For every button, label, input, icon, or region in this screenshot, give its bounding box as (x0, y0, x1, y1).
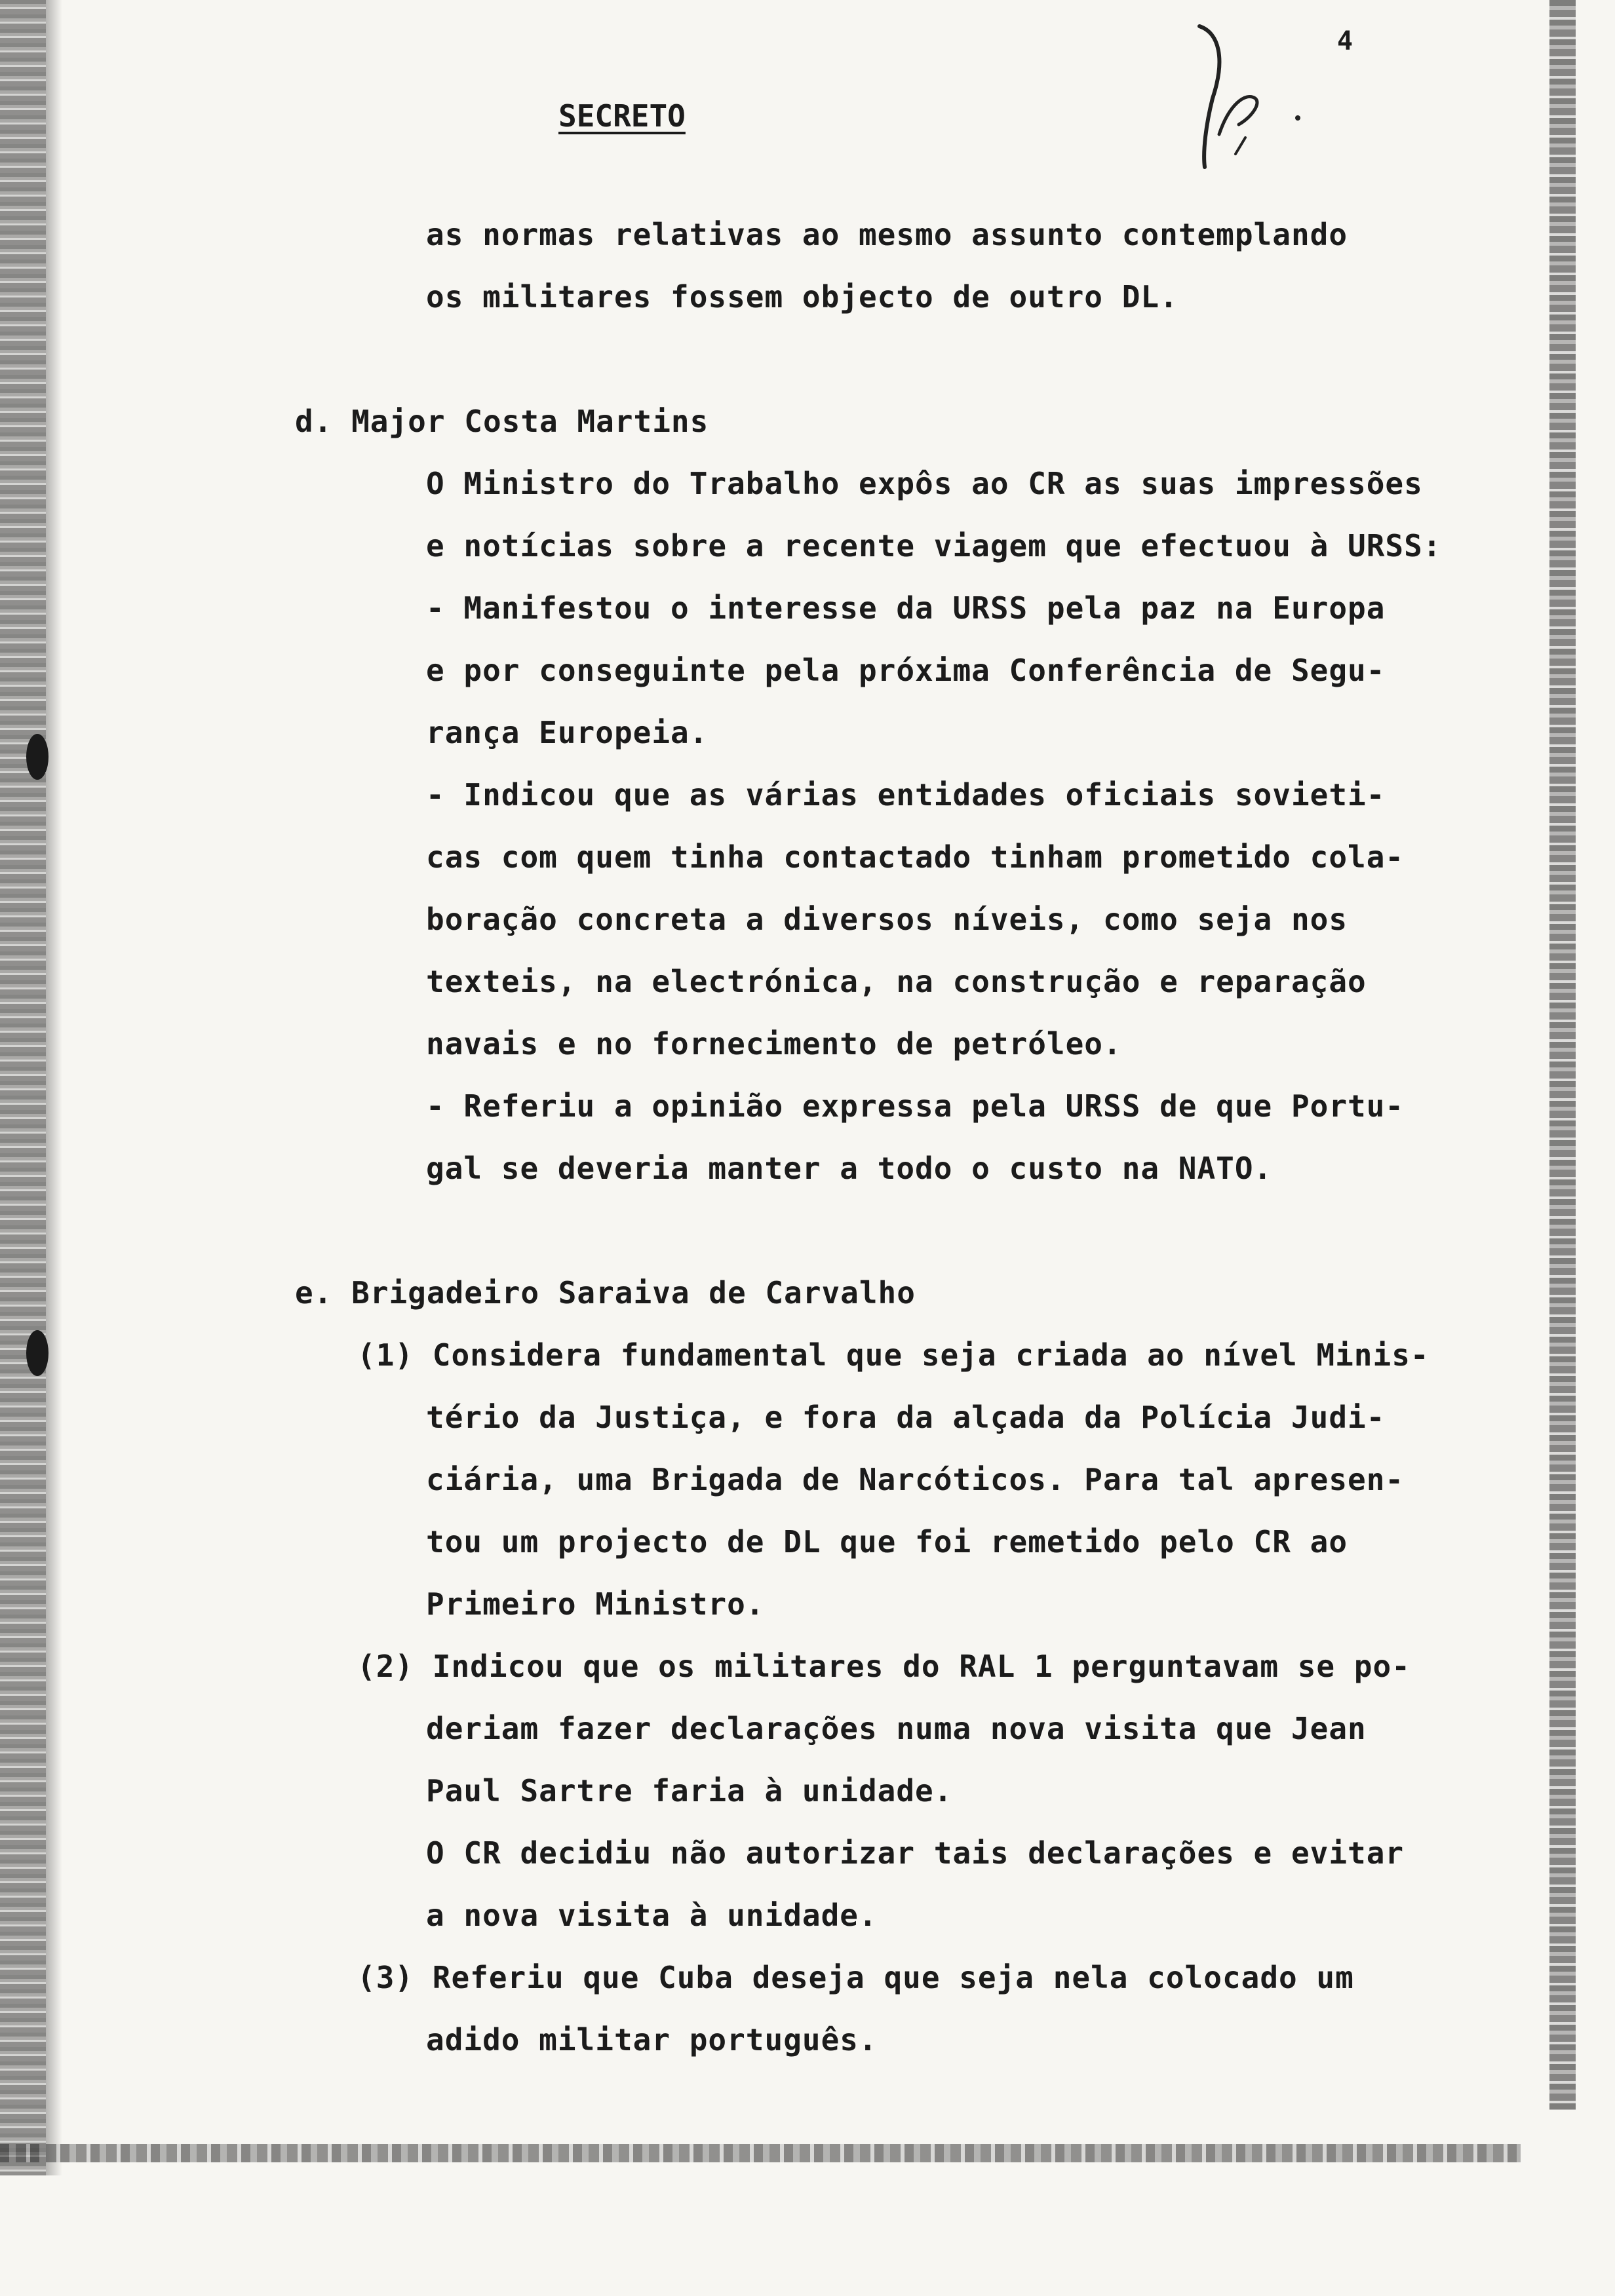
text-line: O Ministro do Trabalho expôs ao CR as suas impressões (426, 466, 1423, 501)
page-number: 4 (1337, 26, 1353, 56)
text-line: as normas relativas ao mesmo assunto contemplando (426, 217, 1348, 252)
text-line: a nova visita à unidade. (426, 1898, 878, 1933)
text-line: Primeiro Ministro. (426, 1586, 765, 1622)
text-line: (1) Considera fundamental que seja criada ao nível Minis- (357, 1337, 1430, 1373)
classification-header: SECRETO (558, 98, 686, 134)
text-line: tério da Justiça, e fora da alçada da Polícia Judi- (426, 1400, 1386, 1435)
text-line: e por conseguinte pela próxima Conferência de Segu- (426, 653, 1386, 688)
text-line: Paul Sartre faria à unidade. (426, 1773, 953, 1808)
text-line: deriam fazer declarações numa nova visita que Jean (426, 1711, 1367, 1746)
scan-shadow-left (46, 0, 62, 2175)
section-heading: d. Major Costa Martins (295, 404, 709, 439)
text-line: adido militar português. (426, 2022, 878, 2057)
text-line: cas com quem tinha contactado tinham prometido cola- (426, 839, 1405, 875)
text-line: tou um projecto de DL que foi remetido pelo CR ao (426, 1524, 1348, 1559)
punch-hole-bottom (26, 1330, 49, 1376)
text-line: e notícias sobre a recente viagem que efectuou à URSS: (426, 528, 1442, 564)
punch-hole-top (26, 734, 49, 780)
text-line: ciária, uma Brigada de Narcóticos. Para tal apresen- (426, 1462, 1405, 1497)
scan-edge-left (0, 0, 46, 2175)
text-line: navais e no fornecimento de petróleo. (426, 1026, 1122, 1062)
text-line: - Referiu a opinião expressa pela URSS de que Portu- (426, 1088, 1405, 1124)
scan-edge-bottom (0, 2144, 1521, 2162)
text-line: boração concreta a diversos níveis, como seja nos (426, 902, 1348, 937)
text-line: O CR decidiu não autorizar tais declarações e evitar (426, 1835, 1405, 1871)
scan-edge-right (1549, 0, 1576, 2110)
text-line: - Indicou que as várias entidades oficiais sovieti- (426, 777, 1386, 813)
handwritten-initials (1173, 20, 1304, 170)
text-line: (2) Indicou que os militares do RAL 1 perguntavam se po- (357, 1649, 1411, 1684)
text-line: (3) Referiu que Cuba deseja que seja nela colocado um (357, 1960, 1354, 1995)
text-line: os militares fossem objecto de outro DL. (426, 279, 1178, 315)
text-line: texteis, na electrónica, na construção e reparação (426, 964, 1367, 999)
text-line: rança Europeia. (426, 715, 709, 750)
section-heading: e. Brigadeiro Saraiva de Carvalho (295, 1275, 916, 1311)
text-line: - Manifestou o interesse da URSS pela paz na Europa (426, 590, 1386, 626)
text-line: gal se deveria manter a todo o custo na NATO. (426, 1151, 1273, 1186)
